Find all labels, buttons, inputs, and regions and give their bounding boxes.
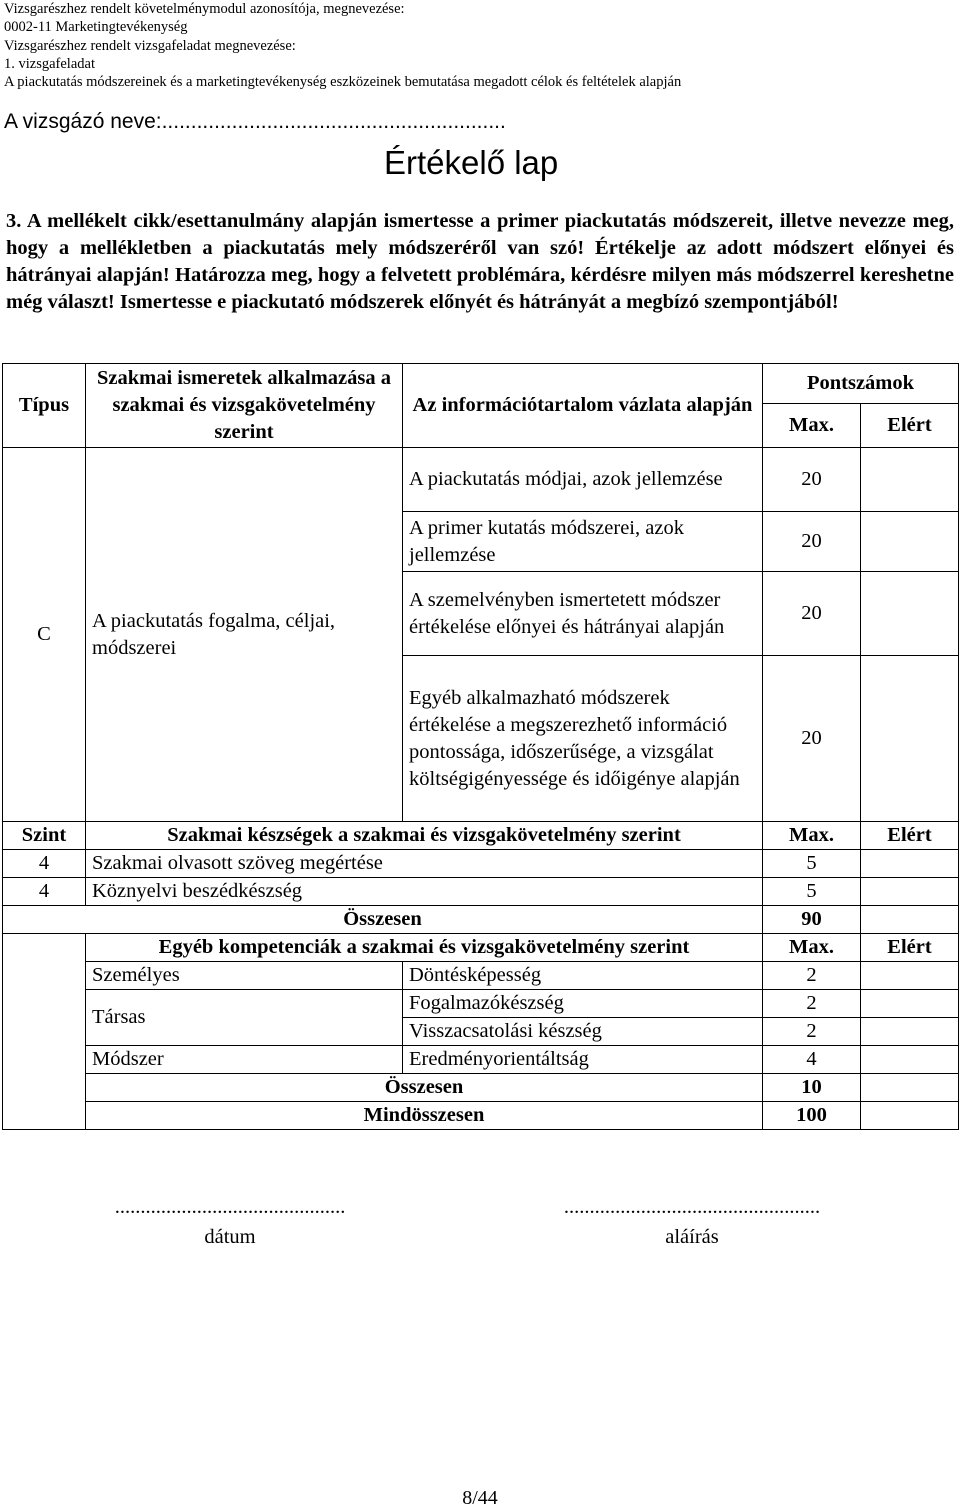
header-achieved: Elért bbox=[861, 404, 959, 448]
header-type: Típus bbox=[3, 364, 86, 448]
skill-name: Szakmai olvasott szöveg megértése bbox=[86, 850, 763, 878]
subtotal-value: 10 bbox=[763, 1074, 861, 1102]
signature-dots: .................................................. bbox=[563, 1196, 821, 1218]
signature-label: aláírás bbox=[665, 1226, 719, 1248]
outline-achieved-cell bbox=[861, 448, 959, 512]
task-description: 3. A mellékelt cikk/esettanulmány alapján ismertesse a primer piackutatás módszereit, illetve nevezze meg, hogy a mellékletben a piackutatás mely módszeréről van szó! Értékelje az adott módszert előnyei és hátrányai alapján! Határozza meg, hogy a felvetett problémára, kérdésre milyen más módszerrel kereshetne még választ! Ismertesse e piackutató módszerek előnyét és hátrányát a megbízó szempontjából! bbox=[6, 210, 954, 313]
competency-item: Döntésképesség bbox=[403, 962, 763, 990]
page-number: 8/44 bbox=[462, 1487, 498, 1509]
competency-achieved-cell bbox=[861, 1046, 959, 1074]
header-knowledge: Szakmai ismeretek alkalmazása a szakmai és vizsgakövetelmény szerint bbox=[86, 364, 403, 448]
skill-achieved-cell bbox=[861, 878, 959, 906]
skill-name: Köznyelvi beszédkészség bbox=[86, 878, 763, 906]
competency-item: Fogalmazókészség bbox=[403, 990, 763, 1018]
grand-total-achieved-cell bbox=[861, 1102, 959, 1130]
outline-item: A szemelvényben ismertetett módszer értékelése előnyei és hátrányai alapján bbox=[403, 572, 763, 656]
competency-item: Eredményorientáltság bbox=[403, 1046, 763, 1074]
skill-max: 5 bbox=[763, 878, 861, 906]
skills-header-max: Max. bbox=[763, 822, 861, 850]
competency-achieved-cell bbox=[861, 990, 959, 1018]
date-signature-block bbox=[90, 1192, 370, 1252]
competency-achieved-cell bbox=[861, 962, 959, 990]
subtotal-value: 90 bbox=[763, 906, 861, 934]
skill-achieved-cell bbox=[861, 850, 959, 878]
competency-item: Visszacsatolási készség bbox=[403, 1018, 763, 1046]
competency-group: Módszer bbox=[86, 1046, 403, 1074]
evaluation-table bbox=[2, 363, 959, 1130]
outline-achieved-cell bbox=[861, 512, 959, 572]
competency-group: Társas bbox=[86, 990, 403, 1046]
skill-level: 4 bbox=[3, 850, 86, 878]
outline-achieved-cell bbox=[861, 572, 959, 656]
outline-item: A piackutatás módjai, azok jellemzése bbox=[403, 448, 763, 512]
outline-item: Egyéb alkalmazható módszerek értékelése a megszerezhető információ pontossága, időszerűsége, a vizsgálat költségigényessége és időigénye alapján bbox=[403, 656, 763, 822]
blank-cell bbox=[3, 934, 86, 1130]
competencies-header-title: Egyéb kompetenciák a szakmai és vizsgakövetelmény szerint bbox=[86, 934, 763, 962]
type-value: C bbox=[3, 448, 86, 822]
skills-header-achieved: Elért bbox=[861, 822, 959, 850]
subtotal-achieved-cell bbox=[861, 1074, 959, 1102]
document-header bbox=[4, 0, 681, 91]
header-line-task-label: Vizsgarészhez rendelt vizsgafeladat megnevezése: bbox=[4, 37, 296, 54]
competencies-header-max: Max. bbox=[763, 934, 861, 962]
competency-max: 2 bbox=[763, 962, 861, 990]
header-points: Pontszámok bbox=[763, 364, 959, 404]
competency-max: 2 bbox=[763, 990, 861, 1018]
knowledge-value: A piackutatás fogalma, céljai, módszerei bbox=[86, 448, 403, 822]
outline-max: 20 bbox=[763, 656, 861, 822]
competency-max: 4 bbox=[763, 1046, 861, 1074]
competency-achieved-cell bbox=[861, 1018, 959, 1046]
header-outline: Az információtartalom vázlata alapján bbox=[403, 364, 763, 448]
date-dots: ............................................. bbox=[114, 1196, 346, 1218]
grand-total-value: 100 bbox=[763, 1102, 861, 1130]
header-line-module: 0002-11 Marketingtevékenység bbox=[4, 19, 188, 36]
outline-item: A primer kutatás módszerei, azok jellemzése bbox=[403, 512, 763, 572]
outline-max: 20 bbox=[763, 572, 861, 656]
subtotal-label: Összesen bbox=[86, 1074, 763, 1102]
candidate-name-line: A vizsgázó neve:........................................................... bbox=[4, 110, 506, 133]
skill-max: 5 bbox=[763, 850, 861, 878]
outline-achieved-cell bbox=[861, 656, 959, 822]
skill-level: 4 bbox=[3, 878, 86, 906]
page-title: Értékelő lap bbox=[384, 144, 559, 181]
signature-block bbox=[552, 1192, 832, 1252]
grand-total-label: Mindösszesen bbox=[86, 1102, 763, 1130]
subtotal-achieved-cell bbox=[861, 906, 959, 934]
skills-header-title: Szakmai készségek a szakmai és vizsgakövetelmény szerint bbox=[86, 822, 763, 850]
header-line-task-title: A piackutatás módszereinek és a marketingtevékenység eszközeinek bemutatása megadott célok és feltételek alapján bbox=[4, 74, 682, 91]
date-label: dátum bbox=[204, 1226, 256, 1248]
outline-max: 20 bbox=[763, 448, 861, 512]
header-line-task-number: 1. vizsgafeladat bbox=[4, 55, 95, 72]
subtotal-label: Összesen bbox=[3, 906, 763, 934]
competency-max: 2 bbox=[763, 1018, 861, 1046]
competency-group: Személyes bbox=[86, 962, 403, 990]
skills-header-level: Szint bbox=[3, 822, 86, 850]
header-max: Max. bbox=[763, 404, 861, 448]
competencies-header-achieved: Elért bbox=[861, 934, 959, 962]
outline-max: 20 bbox=[763, 512, 861, 572]
header-line-module-label: Vizsgarészhez rendelt követelménymodul azonosítója, megnevezése: bbox=[4, 1, 405, 17]
